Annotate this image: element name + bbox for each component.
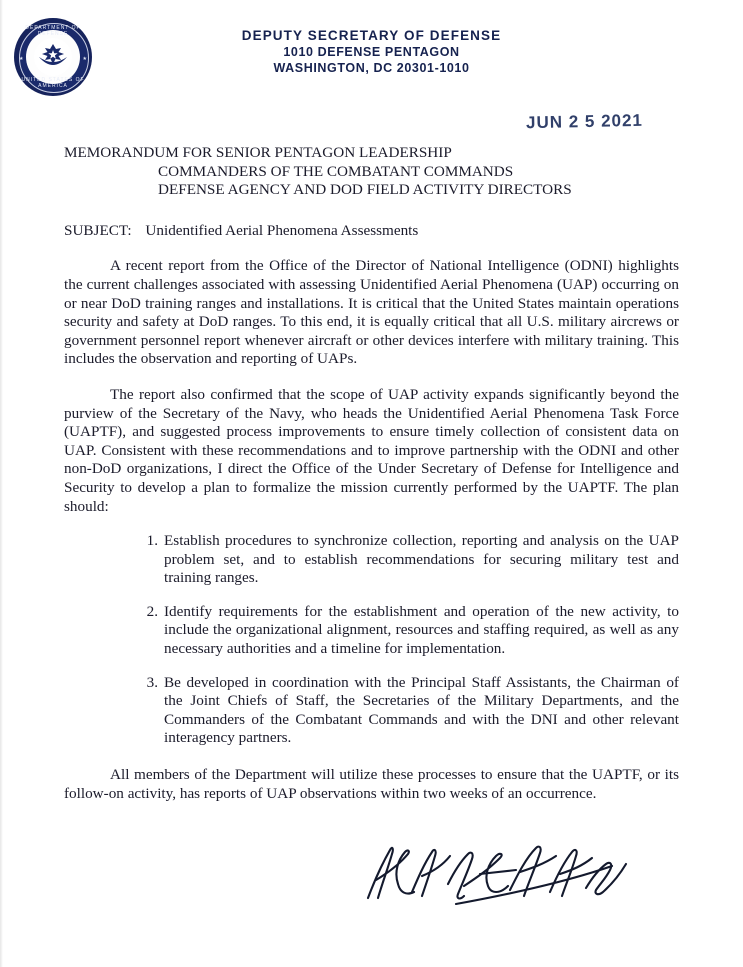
list-item: Establish procedures to synchronize collection, reporting and analysis on the UAP problem set, and to establish recommendations for securing military test and training ranges.: [164, 532, 679, 587]
page-edge-shadow: [0, 0, 3, 967]
letterhead: [0, 28, 743, 76]
memo-addressee-line-3: DEFENSE AGENCY AND DOD FIELD ACTIVITY DIRECTORS: [158, 181, 572, 199]
subject-line: [64, 222, 679, 241]
seal-star-right: ★: [82, 57, 87, 62]
letterhead-line-2: 1010 DEFENSE PENTAGON: [283, 45, 460, 59]
memo-addressee-line-1: MEMORANDUM FOR SENIOR PENTAGON LEADERSHIP: [64, 144, 452, 161]
memo-addressee-line-2: COMMANDERS OF THE COMBATANT COMMANDS: [158, 162, 514, 180]
paragraph-3: All members of the Department will utilize these processes to ensure that the UAPTF, or its follow-on activity, has reports of UAP observations within two weeks of an occurrence.: [64, 766, 679, 802]
handwritten-signature-icon: [360, 826, 640, 916]
subject-text: Unidentified Aerial Phenomena Assessments: [145, 221, 419, 239]
document-body: [64, 144, 679, 803]
date-stamp: JUN 2 5 2021: [525, 110, 644, 133]
letterhead-line-1: DEPUTY SECRETARY OF DEFENSE: [241, 28, 502, 43]
seal-star-left: ★: [19, 57, 24, 62]
paragraph-2: The report also confirmed that the scope of UAP activity expands significantly beyond the purview of the Secretary of the Navy, who heads the Unidentified Aerial Phenomena Task Force (UAPTF), and suggested process improvements to ensure timely collection of consistent data on UAP. Consistent with these recommendations and to improve partnership with the ODNI and other non-DoD organizations, I direct the Office of the Under Secretary of Defense for Intelligence and Security to develop a plan to formalize the mission currently performed by the UAPTF. The plan should:: [64, 385, 679, 515]
seal-text-bottom: UNITED STATES OF AMERICA: [21, 77, 85, 89]
signature-block: [360, 826, 640, 916]
numbered-list: [64, 532, 679, 748]
paragraph-1: A recent report from the Office of the Director of National Intelligence (ODNI) highlights the current challenges associated with assessing Unidentified Aerial Phenomena (UAP) occurring on or near DoD training ranges and installations. It is critical that the United States maintain operations security and safety at DoD ranges. To this end, it is equally critical that all U.S. military aircrews or government personnel report whenever aircraft or other devices interfere with military training. This includes the observation and reporting of UAPs.: [64, 257, 679, 368]
list-item: Be developed in coordination with the Principal Staff Assistants, the Chairman of the Joint Chiefs of Staff, the Secretaries of the Military Departments, and the Commanders of the Combatant Commands and with the DNI and other relevant interagency partners.: [164, 673, 679, 747]
letterhead-line-3: WASHINGTON, DC 20301-1010: [273, 61, 470, 75]
seal-text-top: DEPARTMENT OF DEFENSE: [25, 25, 81, 37]
subject-label: SUBJECT:: [64, 221, 132, 239]
list-item: Identify requirements for the establishment and operation of the new activity, to include the organizational alignment, resources and staffing required, as well as any necessary authorities and a timeline for implementation.: [164, 602, 679, 658]
